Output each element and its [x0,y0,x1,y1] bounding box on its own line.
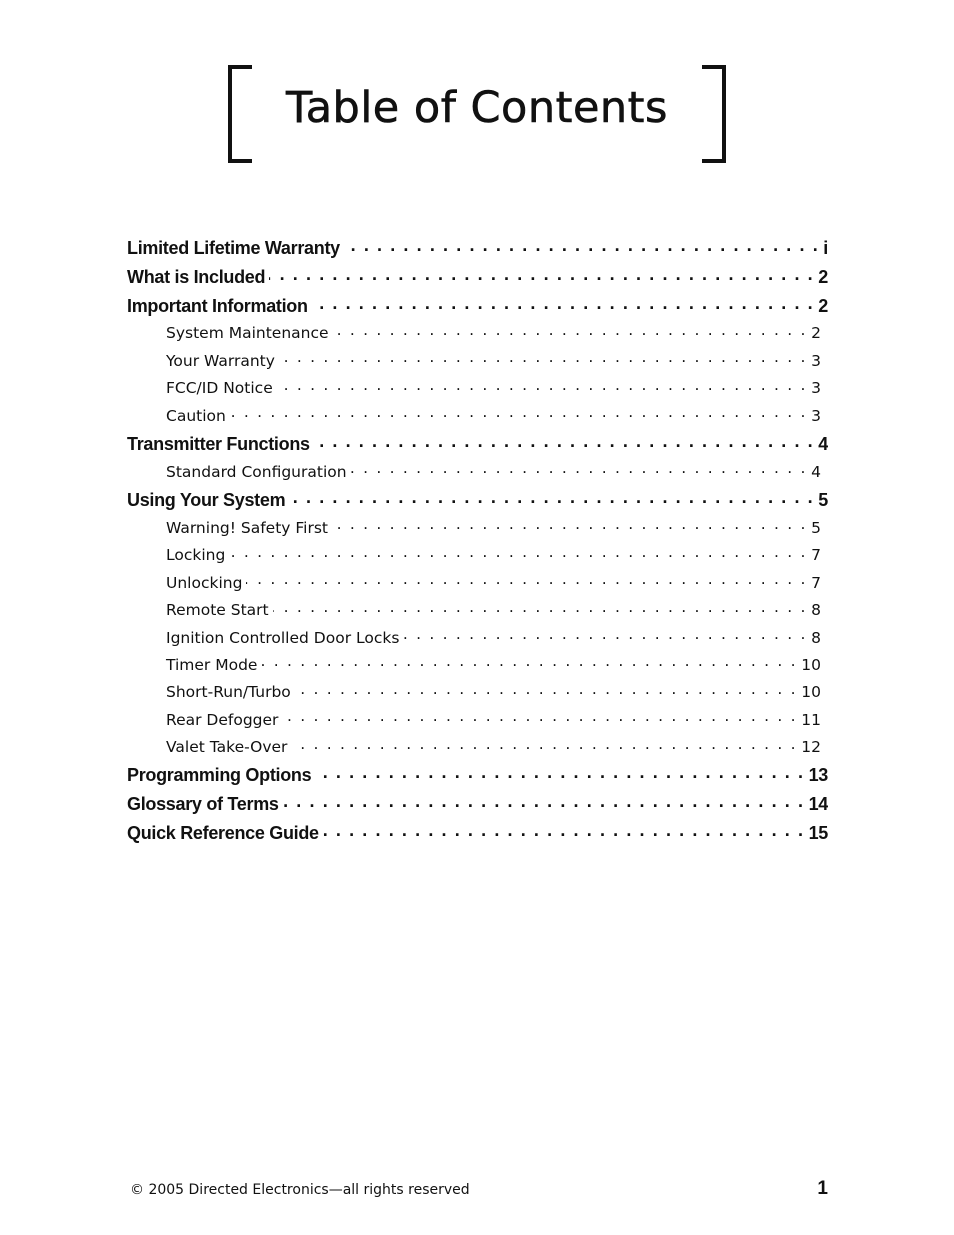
toc-entry-page-number: 14 [805,790,828,819]
toc-entry-page-number: 12 [797,734,821,761]
toc-subsection-entry[interactable] [127,515,828,542]
dot-leader [351,461,808,477]
toc-entry-label: Quick Reference Guide [127,819,323,848]
toc-entry-page-number: 3 [807,348,821,375]
toc-entry-page-number: 4 [807,459,821,486]
toc-entry-label: Rear Defogger [166,707,282,734]
toc-subsection-entry[interactable] [127,459,828,486]
dot-leader [279,350,807,366]
toc-subsection-entry[interactable] [127,625,828,652]
toc-section-entry[interactable] [127,292,828,321]
toc-section-entry[interactable] [127,234,828,263]
toc-entry-label: Programming Options [127,761,315,790]
dot-leader [333,323,808,339]
toc-entry-label: Caution [166,403,230,430]
toc-entry-label: Unlocking [166,570,246,597]
toc-subsection-entry[interactable] [127,679,828,706]
dot-leader [332,517,807,533]
toc-entry-page-number: 3 [807,375,821,402]
title-bracket-right [702,65,726,163]
copyright-notice: © 2005 Directed Electronics—all rights reserved [130,1182,470,1198]
toc-subsection-entry[interactable] [127,320,828,347]
toc-subsection-entry[interactable] [127,597,828,624]
toc-entry-page-number: 2 [814,292,828,321]
dot-leader [291,737,797,753]
toc-entry-label: Valet Take-Over [166,734,291,761]
toc-entry-label: Using Your System [127,486,289,515]
dot-leader [229,545,807,561]
toc-entry-page-number: 5 [814,486,828,515]
toc-subsection-entry[interactable] [127,570,828,597]
dot-leader [312,294,815,312]
dot-leader [246,572,807,588]
toc-subsection-entry[interactable] [127,403,828,430]
toc-entry-page-number: 7 [807,570,821,597]
dot-leader [282,709,797,725]
toc-subsection-entry[interactable] [127,652,828,679]
toc-entry-page-number: 10 [797,679,821,706]
toc-entry-label: Standard Configuration [166,459,351,486]
dot-leader [323,821,805,839]
toc-entry-page-number: 2 [814,263,828,292]
toc-entry-page-number: 4 [814,430,828,459]
page-title: Table of Contents [286,83,668,133]
toc-entry-label: Remote Start [166,597,273,624]
dot-leader [315,763,804,781]
dot-leader [273,600,808,616]
toc-entry-label: FCC/ID Notice [166,375,277,402]
toc-entry-page-number: i [819,234,828,263]
title-bracket-left [228,65,252,163]
toc-entry-page-number: 5 [807,515,821,542]
toc-subsection-entry[interactable] [127,542,828,569]
toc-section-entry[interactable] [127,790,828,819]
toc-subsection-entry[interactable] [127,375,828,402]
toc-entry-label: Short-Run/Turbo [166,679,295,706]
toc-subsection-entry[interactable] [127,707,828,734]
table-of-contents [127,234,828,848]
toc-entry-label: Transmitter Functions [127,430,314,459]
toc-entry-page-number: 11 [797,707,821,734]
toc-entry-label: Your Warranty [166,348,279,375]
dot-leader [277,378,807,394]
toc-section-entry[interactable] [127,819,828,848]
toc-entry-label: Important Information [127,292,312,321]
page-number: 1 [817,1178,828,1199]
toc-entry-label: Locking [166,542,229,569]
toc-entry-page-number: 13 [805,761,828,790]
toc-entry-label: System Maintenance [166,320,333,347]
toc-entry-page-number: 2 [807,320,821,347]
toc-entry-label: Limited Lifetime Warranty [127,234,344,263]
dot-leader [269,265,814,283]
toc-entry-label: Glossary of Terms [127,790,283,819]
toc-entry-label: Ignition Controlled Door Locks [166,625,403,652]
dot-leader [289,488,814,506]
toc-section-entry[interactable] [127,486,828,515]
toc-entry-page-number: 7 [807,542,821,569]
toc-section-entry[interactable] [127,761,828,790]
toc-entry-label: Warning! Safety First [166,515,332,542]
toc-subsection-entry[interactable] [127,734,828,761]
toc-entry-page-number: 8 [807,625,821,652]
toc-subsection-entry[interactable] [127,348,828,375]
dot-leader [261,654,797,670]
dot-leader [344,236,819,254]
toc-section-entry[interactable] [127,430,828,459]
toc-entry-page-number: 8 [807,597,821,624]
toc-entry-label: What is Included [127,263,269,292]
toc-entry-page-number: 3 [807,403,821,430]
dot-leader [295,682,798,698]
toc-entry-label: Timer Mode [166,652,261,679]
dot-leader [403,627,807,643]
toc-section-entry[interactable] [127,263,828,292]
dot-leader [283,792,805,810]
dot-leader [230,405,807,421]
toc-entry-page-number: 10 [797,652,821,679]
dot-leader [314,432,815,450]
toc-entry-page-number: 15 [805,819,828,848]
